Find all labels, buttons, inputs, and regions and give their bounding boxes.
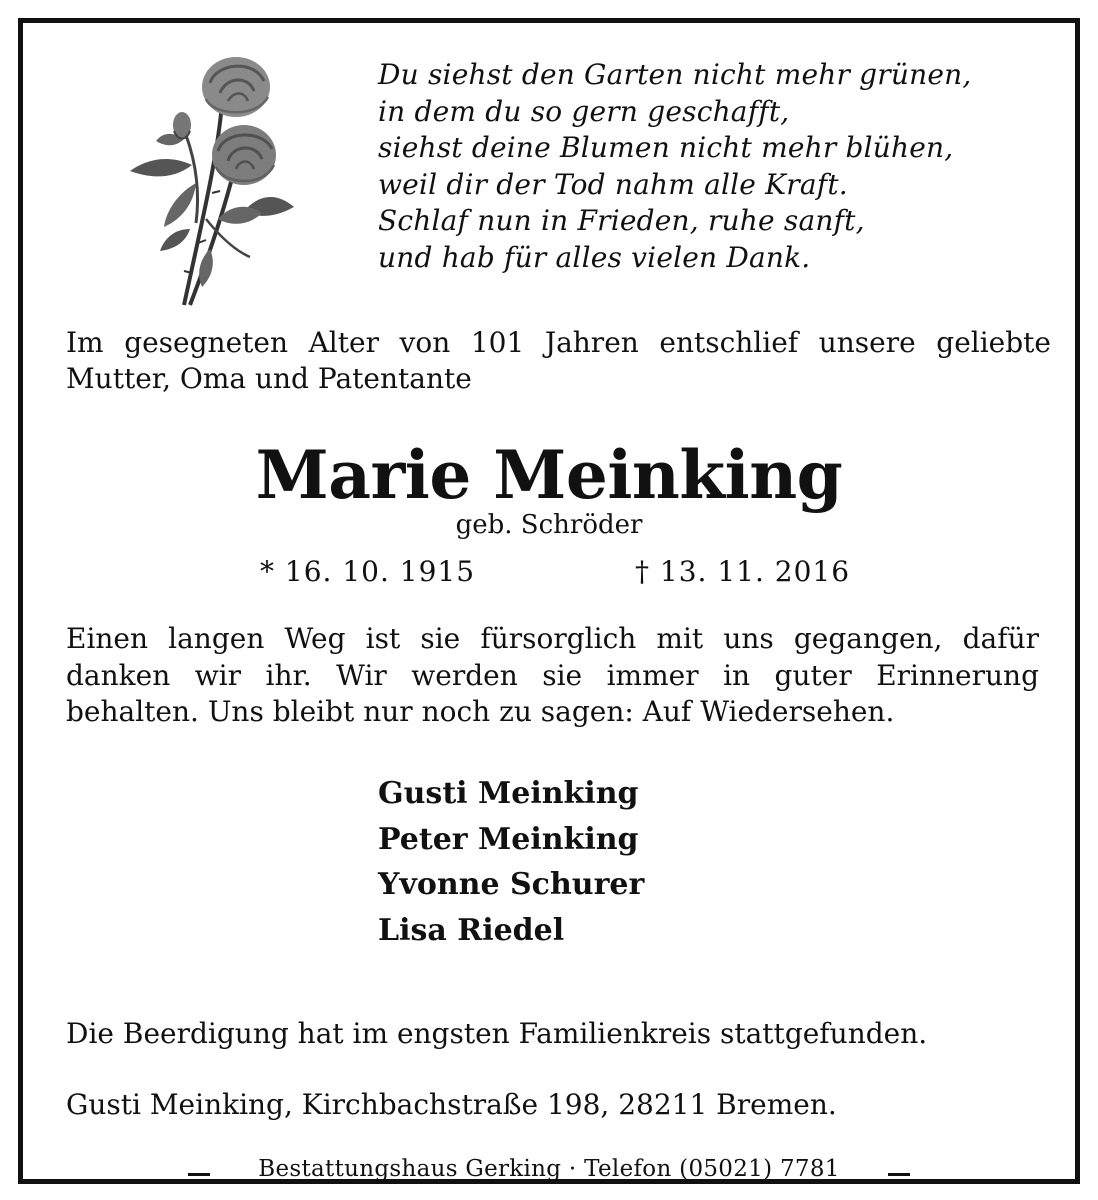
intro-line: Im gesegneten Alter von 101 Jahren entschlief unsere geliebte [66, 326, 1051, 359]
message-line: danken wir ihr. Wir werden sie immer in guter Erinnerung [66, 658, 1039, 692]
footer-text: Bestattungshaus Gerking · Telefon (05021) 7781 [258, 1156, 840, 1182]
footer-rule-left [188, 1173, 210, 1176]
mourner-name: Lisa Riedel [378, 912, 565, 948]
mourner-name: Gusti Meinking [378, 776, 639, 811]
footer-rule-right [888, 1173, 910, 1176]
intro-text [66, 325, 1051, 397]
mourner-name: Peter Meinking [378, 821, 639, 857]
contact-address: Gusti Meinking, Kirchbachstraße 198, 28211 Bremen. [66, 1088, 837, 1121]
maiden-name: geb. Schröder [455, 510, 643, 540]
poem-line: siehst deine Blumen nicht mehr blühen, [378, 131, 954, 164]
intro-line: Mutter, Oma und Patentante [66, 362, 472, 395]
mourner-name: Yvonne Schurer [378, 867, 645, 902]
footer [188, 1154, 910, 1184]
obituary-notice [18, 18, 1080, 1184]
message-line: behalten. Uns bleibt nur noch zu sagen: Auf Wiedersehen. [66, 695, 895, 728]
poem-line: in dem du so gern geschafft, [378, 94, 790, 128]
rose-icon [126, 43, 298, 313]
birth-date: * 16. 10. 1915 [260, 555, 476, 588]
message-line: Einen langen Weg ist sie fürsorglich mit uns gegangen, dafür [66, 622, 1039, 655]
memorial-poem [378, 57, 1068, 276]
poem-line: weil dir der Tod nahm alle Kraft. [378, 167, 848, 201]
message-text [66, 621, 1039, 731]
death-date: † 13. 11. 2016 [635, 555, 851, 588]
funeral-note: Die Beerdigung hat im engsten Familienkreis stattgefunden. [66, 1017, 928, 1050]
poem-line: Schlaf nun in Frieden, ruhe sanft, [378, 204, 865, 237]
poem-line: und hab für alles vielen Dank. [378, 240, 811, 274]
poem-line: Du siehst den Garten nicht mehr grünen, [378, 58, 972, 91]
deceased-name: Marie Meinking [255, 436, 843, 514]
mourners-list [378, 771, 644, 953]
